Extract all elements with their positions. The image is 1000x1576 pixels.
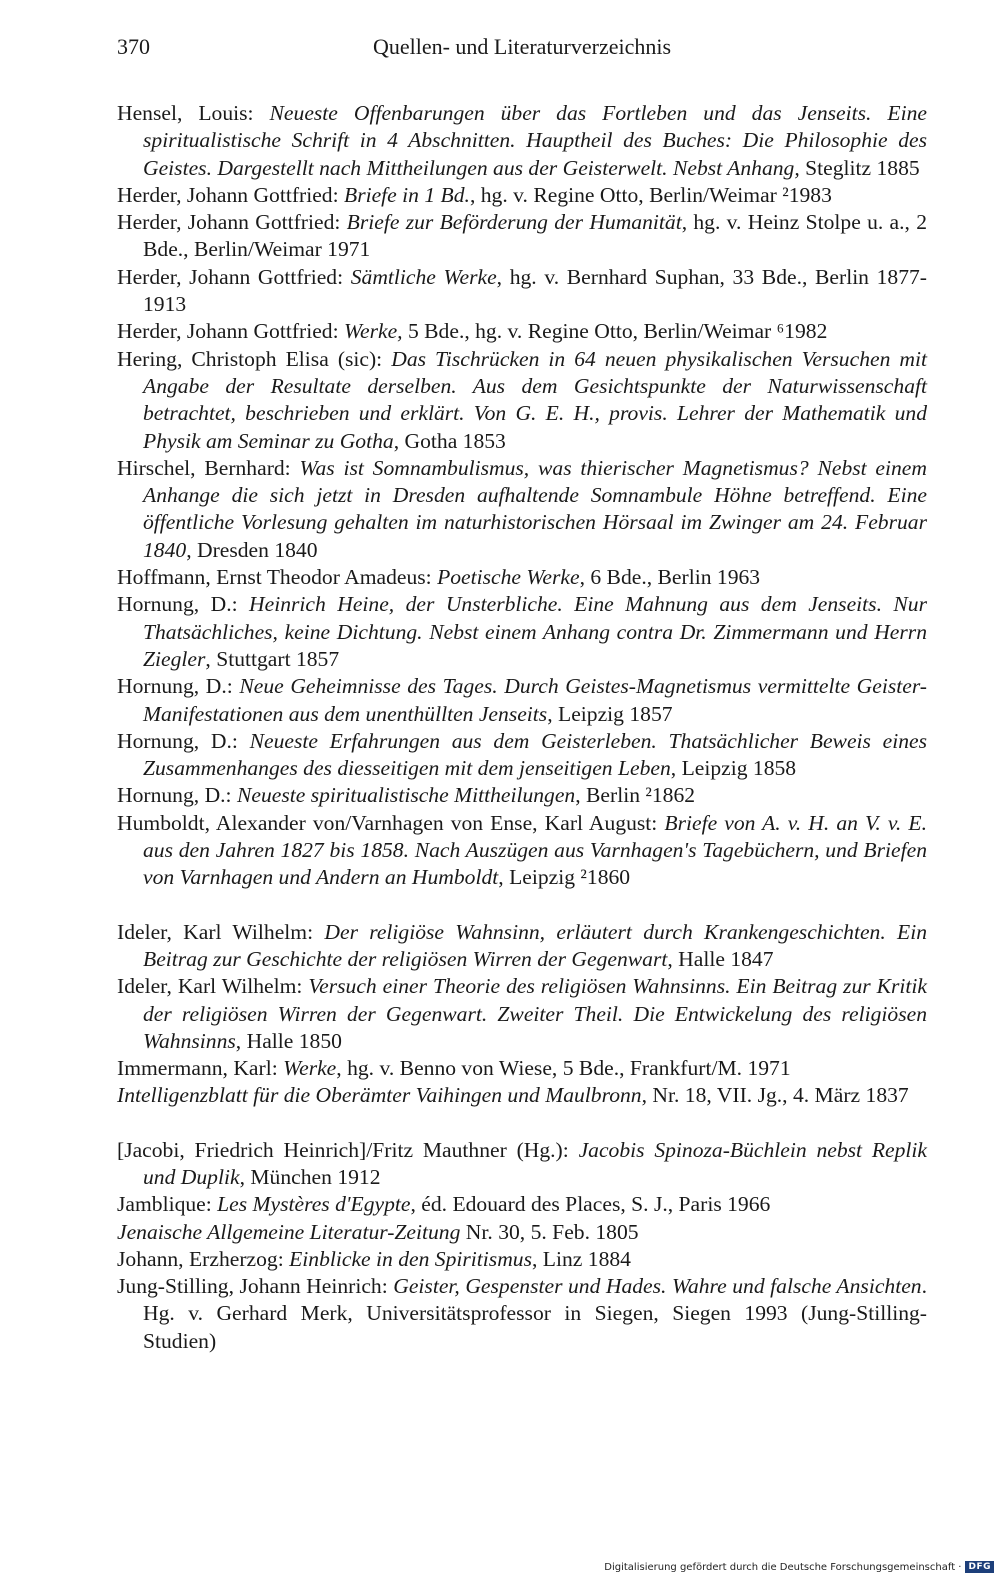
entry-text: Hirschel, Bernhard: [117, 455, 300, 480]
entry-text: Ideler, Karl Wilhelm: [117, 974, 309, 999]
bibliography-entry [117, 1191, 927, 1218]
entry-title-text: Jenaische Allgemeine Literatur-Zeitung [117, 1219, 461, 1244]
bibliography-entry [117, 1219, 927, 1246]
bibliography-entry [117, 182, 927, 209]
entry-title-text: Neueste spiritualistische Mittheilungen [236, 783, 576, 808]
entry-title-text: Les Mystères d'Egypte [217, 1192, 411, 1217]
entry-text: , Berlin ²1862 [575, 783, 696, 808]
bibliography-entry [117, 919, 927, 974]
entry-text: Humboldt, Alexander von/Varnhagen von Ense, Karl August: [117, 810, 665, 835]
bibliography-list [117, 100, 927, 1355]
bibliography-entry [117, 264, 927, 319]
bibliography-entry [117, 591, 927, 673]
entry-title-text: Jacobis Spinoza-Büchlein nebst Replik und Duplik [143, 1137, 927, 1189]
entry-text: Herder, Johann Gottfried: [117, 182, 344, 207]
bibliography-entry [117, 782, 927, 809]
entry-text: Hornung, D.: [117, 728, 250, 753]
bibliography-entry [117, 1137, 927, 1192]
entry-text: , Nr. 18, VII. Jg., 4. März 1837 [641, 1083, 909, 1108]
entry-title-text: Sämtliche Werke [350, 264, 497, 289]
entry-text: , éd. Edouard des Places, S. J., Paris 1966 [410, 1192, 771, 1217]
entry-text: . Hg. v. Gerhard Merk, Universitätsprofessor in Siegen, Siegen 1993 (Jung-Stilling-Studien) [143, 1274, 927, 1353]
entry-text: Hering, Christoph Elisa (sic): [117, 346, 392, 371]
entry-text: Hornung, D.: [117, 783, 237, 808]
entry-title-text: Neue Geheimnisse des Tages. Durch Geistes-Magnetismus vermittelte Geister-Manifestationen aus dem unenthüllten Jenseits [143, 674, 927, 726]
entry-title-text: Einblicke in den Spiritismus [289, 1246, 532, 1271]
entry-text: , hg. v. Benno von Wiese, 5 Bde., Frankfurt/M. 1971 [336, 1056, 791, 1081]
running-title: Quellen- und Literaturverzeichnis [372, 34, 672, 59]
entry-title-text: Briefe in 1 Bd. [344, 182, 470, 207]
entry-text: , Gotha 1853 [393, 428, 506, 453]
entry-text: , Leipzig 1857 [547, 701, 673, 726]
entry-text: Ideler, Karl Wilhelm: [117, 919, 325, 944]
entry-title-text: Geister, Gespenster und Hades. Wahre und falsche Ansichten [393, 1274, 922, 1299]
entry-text: [Jacobi, Friedrich Heinrich]/Fritz Mauthner (Hg.): [117, 1137, 579, 1162]
bibliography-entry [117, 810, 927, 892]
entry-text: , hg. v. Bernhard Suphan, 33 Bde., Berlin 1877-1913 [143, 264, 927, 317]
bibliography-entry [117, 564, 927, 591]
bibliography-entry [117, 100, 927, 182]
bibliography-entry [117, 673, 927, 728]
entry-title-text: Versuch einer Theorie des religiösen Wahnsinns. Ein Beitrag zur Kritik der religiösen Wirren der Gegenwart. Zweiter Theil. Die Entwickelung des religiösen Wahnsinns [143, 974, 927, 1053]
entry-text: Jung-Stilling, Johann Heinrich: [117, 1274, 394, 1299]
entry-text: , hg. v. Regine Otto, Berlin/Weimar ²1983 [469, 182, 832, 207]
entry-text: Jamblique: [117, 1192, 218, 1217]
entry-title-text: Das Tischrücken in 64 neuen physikalischen Versuchen mit Angabe der Resultate derselben. Aus dem Gesichtspunkte der Naturwissenschaft betrachtet, beschrieben und erklärt. Von G. E. H., provis. Lehrer der Mathematik und Physik am Seminar zu Gotha [143, 346, 927, 453]
page-header [117, 34, 927, 70]
entry-text: 5 Bde., hg. v. Regine Otto, Berlin/Weimar ⁶1982 [402, 319, 828, 344]
entry-title-text: Briefe von A. v. H. an V. v. E. aus den Jahren 1827 bis 1858. Nach Auszügen aus Varnhagen's Tagebüchern, und Briefen von Varnhagen und Andern an Humboldt [143, 810, 927, 890]
entry-text: , Halle 1850 [235, 1028, 342, 1053]
entry-text: , 6 Bde., Berlin 1963 [579, 565, 761, 590]
bibliography-entry [117, 209, 927, 264]
entry-title-text: Intelligenzblatt für die Oberämter Vaihingen und Maulbronn [117, 1083, 642, 1108]
dfg-logo: DFG [965, 1561, 994, 1573]
entry-title-text: Poetische Werke [437, 565, 580, 590]
entry-title-text: Was ist Somnambulismus, was thierischer Magnetismus? Nebst einem Anhange die sich jetzt in Dresden aufhaltende Somnambule Höhne betreffend. Eine öffentliche Vorlesung gehalten im naturhistorischen Hörsaal im Zwinger am 24. Februar 1840 [143, 455, 927, 562]
bibliography-entry [117, 346, 927, 455]
entry-text: , Linz 1884 [532, 1246, 631, 1271]
bibliography-entry [117, 1055, 927, 1082]
entry-text: Herder, Johann Gottfried: [117, 210, 347, 235]
entry-title-text: Neueste Offenbarungen über das Fortleben und das Jenseits. Eine spiritualistische Schrift in 4 Abschnitten. Hauptheil des Buches: Die Philosophie des Geistes. Dargestellt nach Mittheilungen aus der Geisterwelt. Nebst Anhang, [143, 101, 927, 180]
bibliography-entry [117, 728, 927, 783]
entry-text: Hensel, Louis: [117, 101, 270, 125]
entry-title-text: Werke [283, 1056, 337, 1081]
entry-text: , Leipzig 1858 [670, 756, 797, 781]
page-number: 370 [117, 34, 150, 59]
entry-text: Hoffmann, Ernst Theodor Amadeus: [117, 565, 438, 590]
entry-text: Nr. 30, 5. Feb. 1805 [460, 1219, 639, 1244]
entry-title-text: Werke, [344, 319, 403, 344]
entry-text: Johann, Erzherzog: [117, 1246, 290, 1271]
entry-text: Hornung, D.: [117, 592, 250, 617]
bibliography-entry [117, 973, 927, 1055]
entry-title-text: Briefe zur Beförderung der Humanität [346, 210, 682, 235]
bibliography-entry [117, 455, 927, 564]
bibliography-entry [117, 1082, 927, 1109]
entry-text: , Dresden 1840 [186, 537, 318, 562]
bibliography-entry [117, 1246, 927, 1273]
entry-text: , hg. v. Heinz Stolpe u. a., 2 Bde., Berlin/Weimar 1971 [143, 210, 928, 262]
entry-text: Herder, Johann Gottfried: [117, 264, 351, 289]
entry-text: Hornung, D.: [117, 674, 240, 699]
bibliography-entry [117, 318, 927, 345]
entry-title-text: Der religiöse Wahnsinn, erläutert durch Krankengeschichten. Ein Beitrag zur Geschichte der religiösen Wirren der Gegenwart [143, 919, 928, 971]
entry-text: Steglitz 1885 [799, 155, 920, 180]
entry-text: Immermann, Karl: [117, 1056, 284, 1081]
entry-text: , Halle 1847 [667, 946, 774, 971]
entry-text: , Leipzig ²1860 [498, 865, 631, 890]
entry-title-text: Neueste Erfahrungen aus dem Geisterleben. Thatsächlicher Beweis eines Zusammenhanges des diesseitigen mit dem jenseitigen Leben [143, 728, 927, 781]
entry-text: Herder, Johann Gottfried: [117, 319, 344, 344]
entry-title-text: Heinrich Heine, der Unsterbliche. Eine Mahnung aus dem Jenseits. Nur Thatsächliches, keine Dichtung. Nebst einem Anhang contra Dr. Zimmermann und Herrn Ziegler [143, 592, 927, 671]
footer [604, 1561, 994, 1573]
funding-note: Digitalisierung gefördert durch die Deutsche Forschungsgemeinschaft · [604, 1561, 962, 1573]
entry-text: , Stuttgart 1857 [205, 646, 340, 671]
entry-text: , München 1912 [239, 1164, 381, 1189]
bibliography-entry [117, 1273, 927, 1355]
